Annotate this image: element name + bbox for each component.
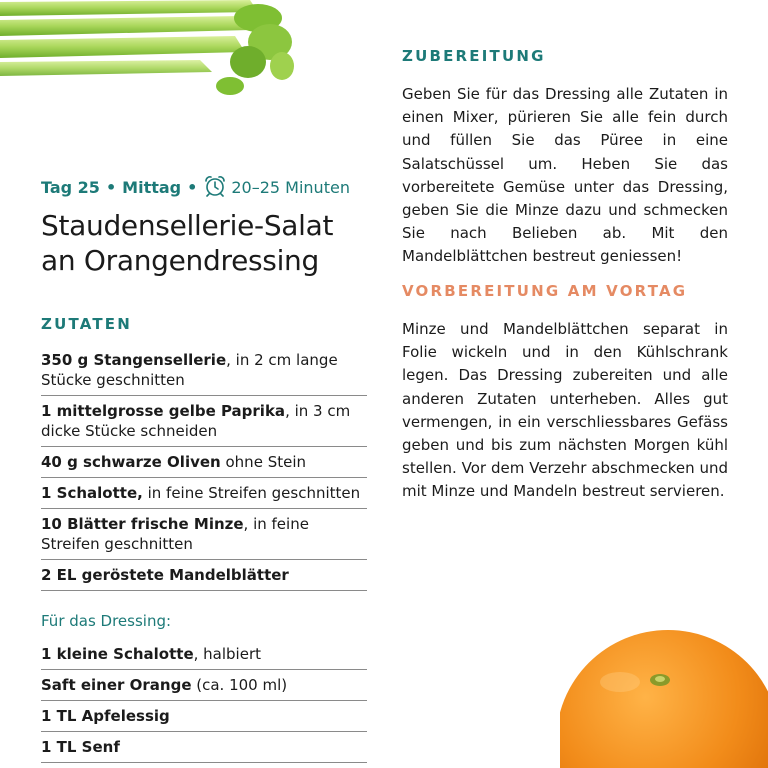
list-item: 350 g Stangensellerie, in 2 cm lange Stücke geschnitten (41, 350, 367, 396)
recipe-meta: Tag 25 • Mittag • 20–25 Minuten (41, 175, 350, 197)
preparation-text: Geben Sie für das Dressing alle Zutaten in einen Mixer, pürieren Sie alle fein durch und füllen Sie das Püree in eine Salatschüssel um. Heben Sie das vorbereitete Gemüse unter das Dressing, geben Sie die Minze dazu und schmecken Sie nach Belieben ab. Mit den Mandelblättchen bestreut geniessen! (402, 85, 728, 266)
advance-text: Minze und Mandelblättchen separat in Folie wickeln und in den Kühlschrank legen. Das Dressing zubereiten und alle anderen Zutaten unterheben. Alles gut vermengen, in ein verschliessbares Gefäss geben und bis zum nächsten Morgen kühl stellen. Vor dem Verzehr abschmecken und mit Minze und Mandeln bestreut servieren. (402, 320, 728, 501)
list-item: 2 EL geröstete Mandelblätter (41, 565, 367, 591)
list-item: 1 Schalotte, in feine Streifen geschnitten (41, 483, 367, 509)
ingredients-heading: ZUTATEN (41, 315, 133, 333)
time-label: 20–25 Minuten (231, 178, 350, 197)
dressing-list (41, 644, 367, 768)
list-item: 40 g schwarze Oliven ohne Stein (41, 452, 367, 478)
alarm-clock-icon (203, 175, 227, 197)
day-label: Tag 25 (41, 178, 100, 197)
orange-image (560, 622, 768, 768)
list-item: 10 Blätter frische Minze, in feine Streifen geschnitten (41, 514, 367, 560)
title-line-1: Staudensellerie-Salat (41, 209, 334, 242)
list-item: 1 mittelgrosse gelbe Paprika, in 3 cm dicke Stücke schneiden (41, 401, 367, 447)
ingredient-list (41, 350, 367, 596)
list-item: Saft einer Orange (ca. 100 ml) (41, 675, 367, 701)
recipe-title (41, 208, 371, 278)
preparation-heading: ZUBEREITUNG (402, 47, 546, 65)
list-item: 1 kleine Schalotte, halbiert (41, 644, 367, 670)
meal-label: Mittag (122, 178, 182, 197)
advance-heading: VORBEREITUNG AM VORTAG (402, 282, 688, 300)
title-line-2: an Orangendressing (41, 244, 319, 277)
list-item: 1 TL Apfelessig (41, 706, 367, 732)
dressing-label: Für das Dressing: (41, 612, 172, 630)
list-item: 1 TL Senf (41, 737, 367, 763)
celery-image (0, 0, 300, 100)
